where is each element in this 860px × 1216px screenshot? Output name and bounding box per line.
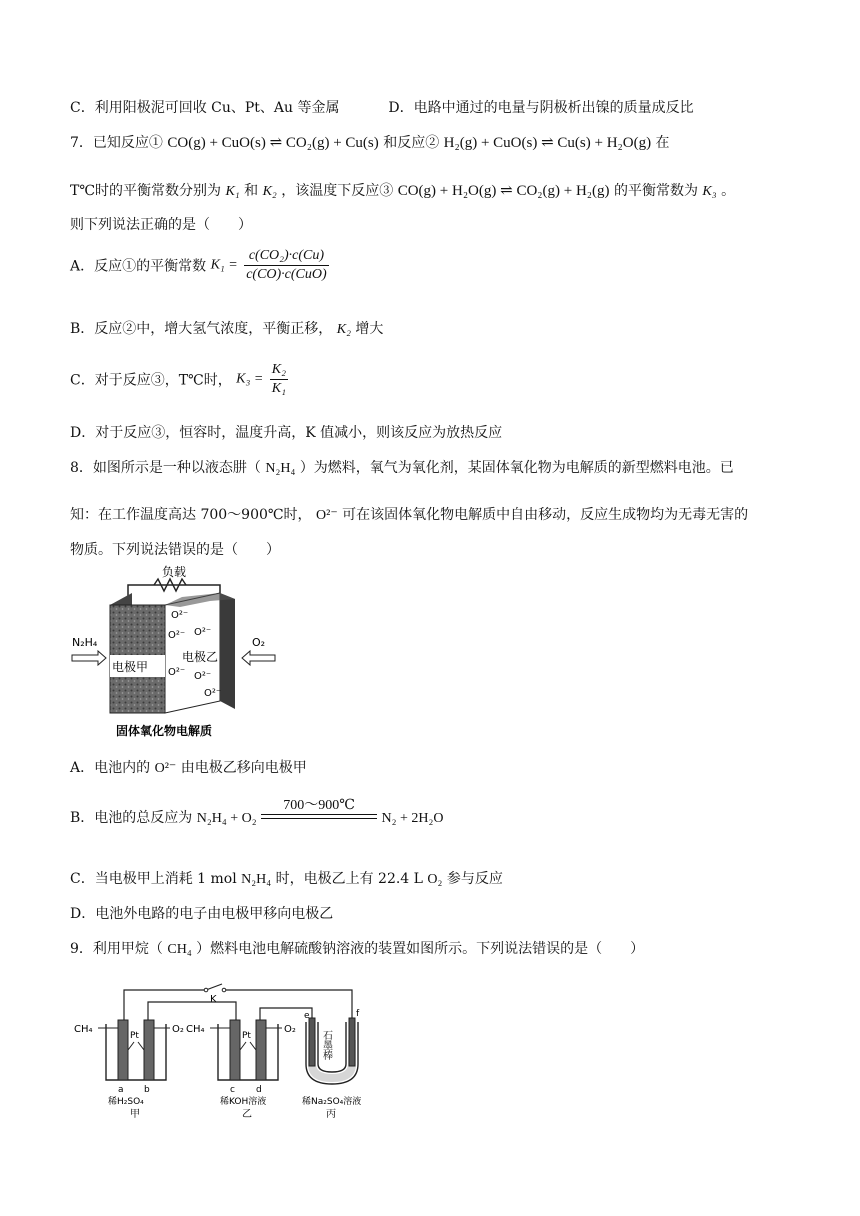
q9-stem-text: 9．利用甲烷（: [70, 941, 163, 957]
q7-option-c: [70, 362, 290, 397]
q7-option-a-lhs: K₁ =: [210, 257, 238, 273]
q8-option-a: [70, 758, 307, 779]
q7-option-c-lhs: K₃ =: [236, 371, 264, 387]
q9-electrolysis-figure: [72, 980, 382, 1120]
electrode-c-label: c: [230, 1085, 235, 1095]
q8-option-c-text: 时，电极乙上有 22.4 L: [275, 871, 423, 887]
q7-stem-text: 和反应②: [383, 135, 440, 151]
ion-label: O²⁻: [194, 671, 212, 682]
electrode-a-label: 电极甲: [112, 660, 149, 674]
q7-option-b-tail: 增大: [355, 321, 384, 337]
electrode-b-label: b: [144, 1085, 150, 1095]
q6-option-c: C．利用阳极泥可回收 Cu、Pt、Au 等金属: [70, 100, 340, 116]
q7-option-a-fraction: [244, 248, 328, 283]
switch-k: [206, 984, 222, 990]
ion-label: O²⁻: [194, 627, 212, 638]
figure-caption: 固体氧化物电解质: [116, 724, 213, 738]
q7-stem-line3: 则下列说法正确的是（ ）: [70, 217, 252, 233]
q7-stem-text: 和: [244, 183, 259, 199]
q7-stem-text: 7．已知反应①: [70, 135, 163, 151]
q7-option-b-text: B．反应②中，增大氢气浓度，平衡正移，: [70, 321, 333, 337]
q8-option-c-o2: O₂: [427, 872, 443, 887]
solution-1-label: 稀H₂SO₄: [108, 1097, 144, 1107]
electrode-b: [220, 593, 235, 709]
q9-stem-text: ）燃料电池电解硫酸钠溶液的装置如图所示。下列说法错误的是（ ）: [196, 941, 645, 957]
q8-option-c-text: C．当电极甲上消耗 1 mol: [70, 871, 237, 887]
q8-option-b-rhs: N₂ + 2H₂O: [381, 811, 444, 826]
ion-label: O²⁻: [168, 630, 186, 641]
q8-n2h4: N₂H₄: [265, 461, 296, 476]
q8-option-b-label: B．电池的总反应为: [70, 810, 193, 826]
q8-fuel-cell-figure: [70, 563, 280, 743]
q8-stem-text: ）为燃料，氧气为氧化剂，某固体氧化物为电解质的新型燃料电池。已: [299, 460, 734, 476]
q7-stem-text: 在: [655, 135, 670, 151]
q7-reaction-2: H₂(g) + CuO(s) ⇌ Cu(s) + H₂O(g): [443, 135, 652, 151]
fuel-label: N₂H₄: [72, 636, 98, 649]
q8-stem-text: 知：在工作温度高达 700～900℃时，: [70, 507, 312, 523]
pt-label: Pt: [242, 1031, 251, 1041]
q8-stem-text: 可在该固体氧化物电解质中自由移动，反应生成物均为无毒无害的: [342, 507, 749, 523]
electrode-d-label: d: [256, 1085, 262, 1095]
q7-option-b-k: K₂: [336, 322, 351, 337]
q7-k2: K₂: [262, 184, 277, 199]
oxidant-arrow-icon: [242, 651, 275, 665]
graphite-rod-f: [349, 1018, 355, 1066]
fuel-arrow-icon: [72, 651, 106, 665]
o2-label: O₂: [172, 1024, 184, 1035]
q8-stem-line1: [70, 458, 734, 479]
q7-stem-text: 的平衡常数为: [613, 183, 698, 199]
q7-reaction-1: CO(g) + CuO(s) ⇌ CO₂(g) + Cu(s): [167, 135, 379, 151]
q9-stem: [70, 939, 644, 960]
cell-1-label: 甲: [130, 1109, 140, 1120]
q7-option-c-label: C．对于反应③，T℃时，: [70, 372, 232, 389]
q6-options-cd: [70, 98, 694, 118]
q8-stem-text: 8．如图所示是一种以液态肼（: [70, 460, 261, 476]
q7-stem-text: ，该温度下反应③: [281, 183, 394, 199]
q7-stem-text: T℃时的平衡常数分别为: [70, 183, 221, 199]
q8-stem-line3: 物质。下列说法错误的是（ ）: [70, 542, 280, 558]
fraction-numerator: K₂: [270, 362, 288, 380]
q8-option-c: [70, 869, 503, 890]
q8-option-c-formula: N₂H₄: [241, 872, 272, 887]
pt-label: Pt: [130, 1031, 139, 1041]
electrolysis-diagram: [72, 980, 382, 1120]
q8-option-b: [70, 794, 444, 827]
q8-option-a-ion: O²⁻: [154, 761, 177, 776]
q7-k3: K₃: [702, 184, 717, 199]
q8-stem-line2: [70, 505, 748, 526]
q7-option-a: [70, 248, 331, 283]
q7-stem-line1: [70, 133, 670, 153]
q7-option-a-label: A．反应①的平衡常数: [70, 258, 207, 275]
electrode-a-label: a: [118, 1085, 124, 1095]
solution-2-label: 稀KOH溶液: [220, 1097, 267, 1107]
electrode-f-label: f: [356, 1009, 360, 1019]
q8-reaction-condition: [261, 794, 377, 827]
cell-2-label: 乙: [242, 1109, 252, 1120]
fraction-denominator: K₁: [271, 381, 286, 396]
q8-option-d: D．电池外电路的电子由电极甲移向电极乙: [70, 906, 334, 922]
electrode-b-label: 电极乙: [182, 650, 219, 664]
fuel-cell-diagram: [70, 563, 280, 743]
graphite-label: 石墨棒: [320, 1030, 332, 1060]
switch-label: K: [210, 994, 217, 1005]
ch4-label: CH₄: [74, 1024, 93, 1035]
q7-stem-line2: [70, 181, 735, 202]
cell-3-label: 丙: [326, 1109, 336, 1120]
q6-option-d: D．电路中通过的电量与阴极析出镍的质量成反比: [388, 100, 694, 116]
load-label: 负载: [162, 565, 187, 579]
ion-label: O²⁻: [171, 610, 189, 621]
q8-option-c-text: 参与反应: [446, 871, 503, 887]
ion-label: O²⁻: [168, 667, 186, 678]
q9-ch4: CH₄: [167, 942, 192, 957]
fraction-numerator: c(CO₂)·c(Cu): [244, 248, 328, 266]
q8-option-b-lhs: N₂H₄ + O₂: [196, 811, 257, 826]
fraction-denominator: c(CO)·c(CuO): [246, 267, 327, 282]
q8-oxide-ion: O²⁻: [316, 508, 338, 523]
reaction-condition-text: 700～900℃: [283, 798, 355, 813]
q7-option-c-fraction: [270, 362, 288, 397]
q7-k1: K₁: [225, 184, 240, 199]
graphite-rod-e: [309, 1018, 315, 1066]
equals-sign: [261, 814, 377, 819]
solution-3-label: 稀Na₂SO₄溶液: [302, 1097, 362, 1107]
q7-option-d: D．对于反应③，恒容时，温度升高，K 值减小，则该反应为放热反应: [70, 425, 503, 441]
q8-option-a-text: 由电极乙移向电极甲: [180, 760, 307, 776]
q7-reaction-3: CO(g) + H₂O(g) ⇌ CO₂(g) + H₂(g): [397, 183, 610, 199]
electrode-e-label: e: [304, 1011, 310, 1021]
o2-label: O₂: [284, 1024, 296, 1035]
q7-stem-text: 。: [721, 183, 736, 199]
q8-option-a-text: A．电池内的: [70, 760, 151, 776]
oxidant-label: O₂: [252, 636, 266, 649]
ion-label: O²⁻: [204, 688, 222, 699]
q7-option-b: [70, 319, 383, 340]
ch4-label: CH₄: [186, 1024, 205, 1035]
